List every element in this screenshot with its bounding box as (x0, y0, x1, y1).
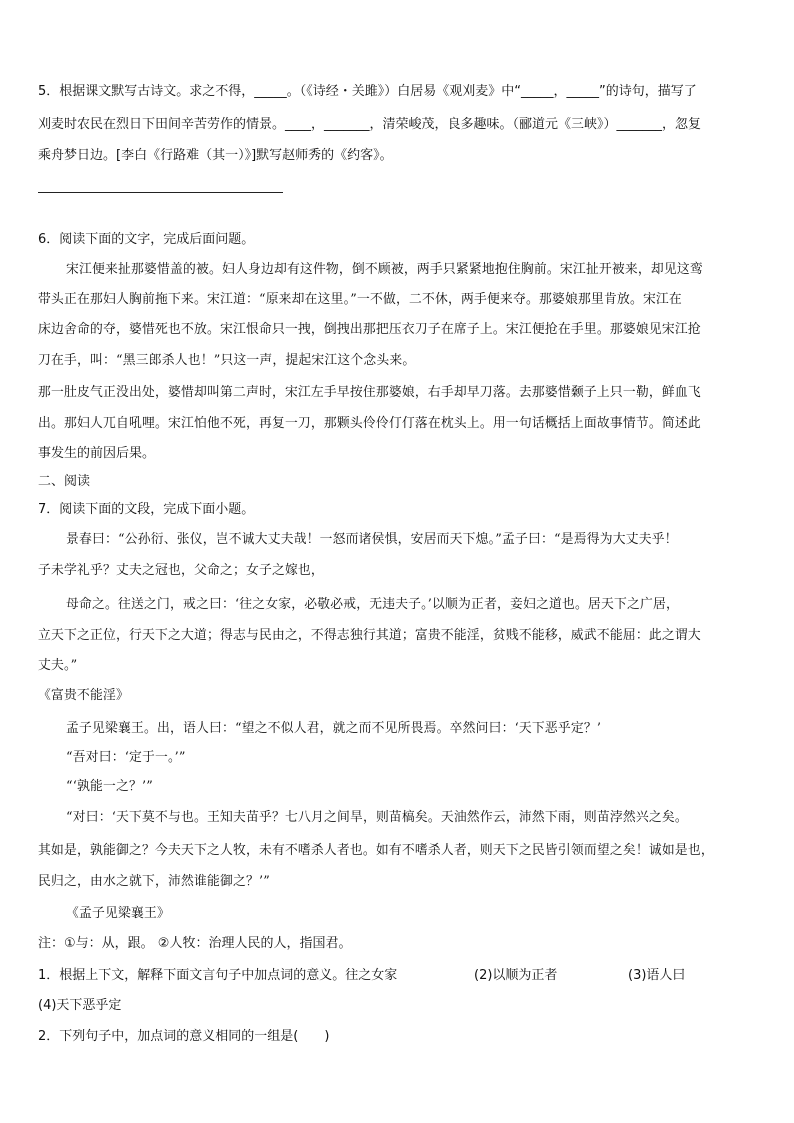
section-heading: 二、阅读 (38, 474, 91, 489)
q7-source-2: 《孟子见梁襄王》 (66, 906, 170, 921)
q7-note: 注：①与：从，跟。 ②人牧：治理人民的人，指国君。 (38, 936, 352, 951)
q7-subquestion-1: 1．根据上下文，解释下面文言句子中加点词的意义。往之女家 (38, 968, 398, 983)
q6-passage-line-1: 宋江便来扯那婆惜盖的被。妇人身边却有这件物，倒不顾被，两手只紧紧地抱住胸前。宋江扯开被来，却见这鸾 (66, 262, 703, 277)
q6-passage-line-5: 那一肚皮气正没出处，婆惜却叫第二声时，宋江左手早按住那婆娘，右手却早刀落。去那婆惜颡子上只一勒，鲜血飞 (38, 385, 701, 400)
q7-passage-a-line-2: 子未学礼乎？丈夫之冠也，父命之；女子之嫁也， (38, 563, 324, 578)
q7-passage-b-line-5: 其如是，孰能御之？今夫天下之人牧，未有不嗜杀人者也。如有不嗜杀人者，则天下之民皆引领而望之矣！诚如是也， (38, 843, 714, 858)
q6-passage-line-6: 出。那妇人兀自吼哩。宋江怕他不死，再复一刀，那颗头伶伶仃仃落在枕头上。用一句话概括上面故事情节。简述此 (38, 416, 701, 431)
q7-passage-a-line-5: 丈夫。” (38, 658, 78, 673)
q7-passage-b-line-2: “吾对曰：‘定于一。’” (66, 750, 186, 765)
q7-subquestion-2: 2．下列句子中，加点词的意义相同的一组是( ) (38, 1029, 330, 1044)
q5-line-3: 乘舟梦日边。[李白《行路难（其一）》]默写赵师秀的《约客》。 (38, 148, 393, 163)
q7-passage-a-line-1: 景春曰：“公孙衍、张仪，岂不诚大丈夫哉！一怒而诸侯惧，安居而天下熄。”孟子曰：“是焉得为大丈夫乎！ (66, 532, 678, 547)
q6-passage-line-4: 刀在手，叫：“黑三郎杀人也！”只这一声，提起宋江这个念头来。 (38, 353, 416, 368)
q6-title: 6．阅读下面的文字，完成后面问题。 (38, 232, 255, 247)
q7-passage-b-line-4: “对曰：‘天下莫不与也。王知夫苗乎？七八月之间旱，则苗槁矣。天油然作云，沛然下雨，则苗浡然兴之矣。 (66, 810, 688, 825)
q7-passage-a-line-3: 母命之。往送之门，戒之曰：‘往之女家，必敬必戒，无违夫子。’以顺为正者，妾妇之道也。居天下之广居， (66, 597, 679, 612)
q7-subquestion-1-item-3: (3)语人曰 (628, 968, 686, 983)
q6-passage-line-2: 带头正在那妇人胸前拖下来。宋江道：“原来却在这里。”一不做，二不休，两手便来夺。那婆娘那里肯放。宋江在 (38, 292, 682, 307)
q6-passage-line-7: 事发生的前因后果。 (38, 446, 156, 461)
q5-line-1: 5．根据课文默写古诗文。求之不得，_____。（《诗经・关雎》）白居易《观刈麦》中“_____，_____”的诗句，描写了 (38, 84, 697, 99)
q5-line-2: 刈麦时农民在烈日下田间辛苦劳作的情景。____，_______，清荣峻茂，良多趣味。（郦道元《三峡》）_______，忽复 (38, 117, 702, 132)
q6-passage-line-3: 床边舍命的夺，婆惜死也不放。宋江恨命只一拽，倒拽出那把压衣刀子在席子上。宋江便抢在手里。那婆娘见宋江抢 (38, 322, 701, 337)
q7-passage-b-line-1: 孟子见梁襄王。出，语人曰：“望之不似人君，就之而不见所畏焉。卒然问曰：‘天下恶乎定？’ (66, 721, 602, 736)
q7-passage-b-line-6: 民归之，由水之就下，沛然谁能御之？’” (38, 874, 270, 889)
q7-passage-a-line-4: 立天下之正位，行天下之大道；得志与民由之，不得志独行其道；富贵不能淫，贫贱不能移，威武不能屈：此之谓大 (38, 628, 701, 643)
q7-subquestion-1-item-4: (4)天下恶乎定 (38, 998, 122, 1013)
q7-passage-b-line-3: “‘孰能一之？’” (66, 779, 154, 794)
q7-source-1: 《富贵不能淫》 (38, 688, 129, 703)
q7-subquestion-1-item-2: (2)以顺为正者 (474, 968, 558, 983)
answer-blank-line[interactable] (38, 192, 283, 193)
q7-title: 7．阅读下面的文段，完成下面小题。 (38, 502, 255, 517)
